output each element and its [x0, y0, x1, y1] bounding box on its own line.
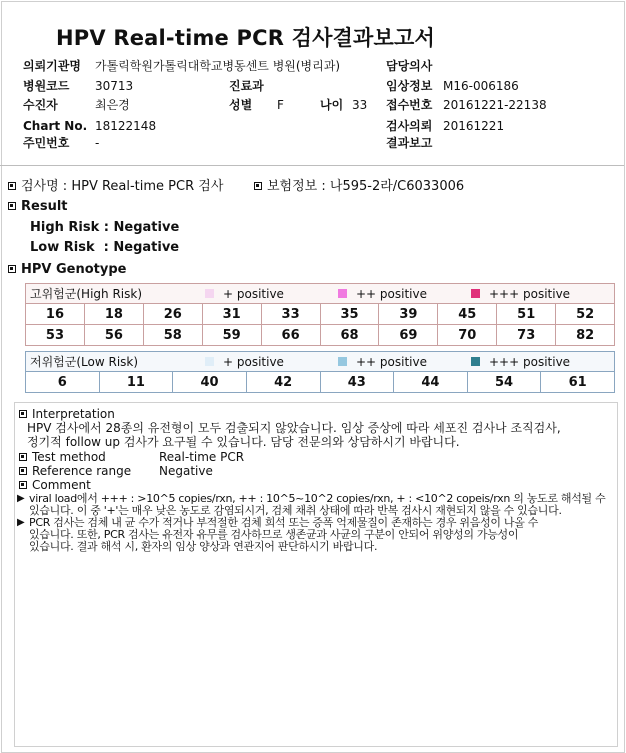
hospital-code-label: 병원코드	[23, 79, 70, 93]
request-value: 20161221	[443, 119, 505, 133]
institution-label: 의뢰기관명	[23, 59, 81, 73]
comment-1-line-2: 있습니다. 이 중 '+'는 매우 낮은 농도로 감염되시거, 검체 채취 상태에 따라 반복 검사시 재현되지 않을 수 있습니다.	[29, 504, 562, 517]
chart-value: 18122148	[95, 119, 157, 133]
genotype-cell: 56	[85, 325, 144, 345]
legend-text: +++ positive	[489, 354, 571, 369]
institution-value: 가톨릭학원가톨릭대학교병동센트 병원(병리과)	[95, 59, 341, 73]
genotype-cell: 42	[247, 372, 321, 392]
genotype-cell: 40	[173, 372, 247, 392]
high-risk-row-1	[26, 304, 614, 325]
bullet-arrow-icon: ▶	[17, 517, 25, 528]
legend-plus-plus-plus	[471, 287, 604, 301]
legend-swatch	[205, 289, 214, 298]
legend-plus	[205, 355, 338, 369]
collector-label: 수진자	[23, 98, 58, 112]
legend-swatch	[471, 289, 480, 298]
genotype-cell: 82	[576, 327, 595, 343]
legend-swatch	[338, 357, 347, 366]
genotype-cell: 53	[26, 325, 85, 345]
method-label: Test method	[32, 450, 106, 464]
comment-2-line-3: 있습니다. 결과 해석 시, 환자의 임상 양상과 연관지어 판단하시기 바랍니다.	[29, 540, 378, 553]
method-value: Real-time PCR	[159, 450, 245, 464]
genotype-cell: 11	[100, 372, 174, 392]
doctor-label: 담당의사	[386, 59, 433, 73]
legend-text: + positive	[223, 286, 284, 301]
resident-value: -	[95, 136, 100, 150]
clinical-info-value: M16-006186	[443, 79, 519, 93]
result-report-label: 결과보고	[386, 136, 433, 150]
legend-text: ++ positive	[356, 286, 427, 301]
receipt-value: 20161221-22138	[443, 98, 547, 112]
low-risk-result: Low Risk : Negative	[30, 240, 180, 255]
interpretation-line-2: 정기적 follow up 검사가 요구될 수 있습니다. 담당 전문의와 상담하시기 바랍니다.	[27, 435, 460, 449]
high-risk-table	[25, 283, 615, 346]
checkbox-icon	[8, 182, 16, 190]
test-name-row	[8, 179, 223, 195]
genotype-cell: 52	[576, 306, 595, 322]
dept-label: 진료과	[229, 79, 264, 93]
low-risk-label: 저위험군(Low Risk)	[30, 355, 139, 369]
legend-text: + positive	[223, 354, 284, 369]
genotype-cell: 26	[144, 304, 203, 324]
legend-plus-plus	[338, 287, 471, 301]
checkbox-icon	[8, 265, 16, 273]
comments-panel	[14, 402, 618, 747]
genotype-cell: 6	[26, 372, 100, 392]
genotype-cell: 31	[203, 304, 262, 324]
request-label: 검사의뢰	[386, 119, 433, 133]
genotype-cell: 18	[85, 304, 144, 324]
legend-text: ++ positive	[356, 354, 427, 369]
comment-2-line-2: 있습니다. 또한, PCR 검사는 유전자 유무를 검사하므로 생존균과 사균의 구분이 안되어 위양성의 가능성이	[29, 528, 519, 541]
checkbox-icon	[19, 453, 27, 461]
high-risk-row-2	[26, 325, 614, 345]
insurance-label: 보험정보 :	[267, 179, 326, 194]
genotype-heading: HPV Genotype	[21, 262, 127, 277]
low-risk-table	[25, 351, 615, 393]
checkbox-icon	[19, 410, 27, 418]
genotype-cell: 68	[321, 325, 380, 345]
genotype-cell: 33	[262, 304, 321, 324]
comment-2-line-1: PCR 검사는 검체 내 균 수가 적거나 부적절한 검체 희석 또는 증폭 억제물질이 존재하는 경우 위음성이 나올 수	[29, 516, 539, 529]
legend-swatch	[338, 289, 347, 298]
reference-row	[19, 464, 131, 478]
age-label: 나이	[320, 98, 344, 112]
checkbox-icon	[19, 481, 27, 489]
high-risk-header	[26, 284, 614, 304]
checkbox-icon	[19, 467, 27, 475]
genotype-cell: 45	[438, 304, 497, 324]
result-heading: Result	[21, 199, 68, 214]
low-risk-row-1	[26, 372, 614, 392]
legend-plus-plus	[338, 355, 471, 369]
bullet-arrow-icon: ▶	[17, 493, 25, 504]
genotype-cell: 44	[394, 372, 468, 392]
genotype-cell: 39	[379, 304, 438, 324]
checkbox-icon	[8, 202, 16, 210]
comment-row	[19, 478, 91, 492]
genotype-cell: 35	[321, 304, 380, 324]
low-risk-header	[26, 352, 614, 372]
genotype-cell: 16	[26, 304, 85, 324]
page-title: HPV Real-time PCR 검사결과보고서	[56, 26, 435, 50]
insurance-value: 나595-2라/C6033006	[329, 179, 465, 194]
interpretation-line-1: HPV 검사에서 28종의 유전형이 모두 검출되지 않았습니다. 임상 증상에 따라 세포진 검사나 조직검사,	[27, 421, 561, 435]
header-divider	[0, 165, 624, 166]
genotype-heading-row	[8, 262, 126, 278]
high-risk-label: 고위험군(High Risk)	[30, 287, 142, 301]
test-name-label: 검사명 :	[21, 179, 68, 194]
sex-label: 성별	[229, 98, 253, 112]
test-name-value: HPV Real-time PCR 검사	[71, 179, 224, 194]
reference-value: Negative	[159, 464, 213, 478]
genotype-cell: 58	[144, 325, 203, 345]
legend-plus-plus-plus	[471, 355, 604, 369]
sex-value: F	[277, 98, 284, 112]
clinical-info-label: 임상정보	[386, 79, 433, 93]
legend-swatch	[471, 357, 480, 366]
checkbox-icon	[254, 182, 262, 190]
resident-label: 주민번호	[23, 136, 70, 150]
result-heading-row	[8, 199, 68, 215]
genotype-cell: 43	[321, 372, 395, 392]
genotype-cell: 61	[568, 374, 587, 390]
high-risk-result: High Risk : Negative	[30, 220, 180, 235]
legend-swatch	[205, 357, 214, 366]
age-value: 33	[352, 98, 368, 112]
method-row	[19, 450, 106, 464]
genotype-cell: 51	[497, 304, 556, 324]
genotype-cell: 66	[262, 325, 321, 345]
genotype-cell: 69	[379, 325, 438, 345]
genotype-cell: 54	[468, 372, 542, 392]
receipt-label: 접수번호	[386, 98, 433, 112]
hospital-code-value: 30713	[95, 79, 134, 93]
collector-value: 최은경	[95, 98, 130, 112]
interpretation-label: Interpretation	[32, 407, 115, 421]
genotype-cell: 70	[438, 325, 497, 345]
legend-plus	[205, 287, 338, 301]
genotype-cell: 59	[203, 325, 262, 345]
comment-1-line-1: viral load에서 +++ : >10^5 copies/rxn, ++ : 10^5~10^2 copies/rxn, + : <10^2 copeis/rxn 의 농도로 해석될 수	[29, 492, 606, 505]
reference-label: Reference range	[32, 464, 132, 478]
insurance-row	[254, 179, 464, 195]
genotype-cell: 73	[497, 325, 556, 345]
interpretation-row	[19, 407, 115, 421]
legend-text: +++ positive	[489, 286, 571, 301]
comment-label: Comment	[32, 478, 91, 492]
chart-label: Chart No.	[23, 119, 88, 133]
